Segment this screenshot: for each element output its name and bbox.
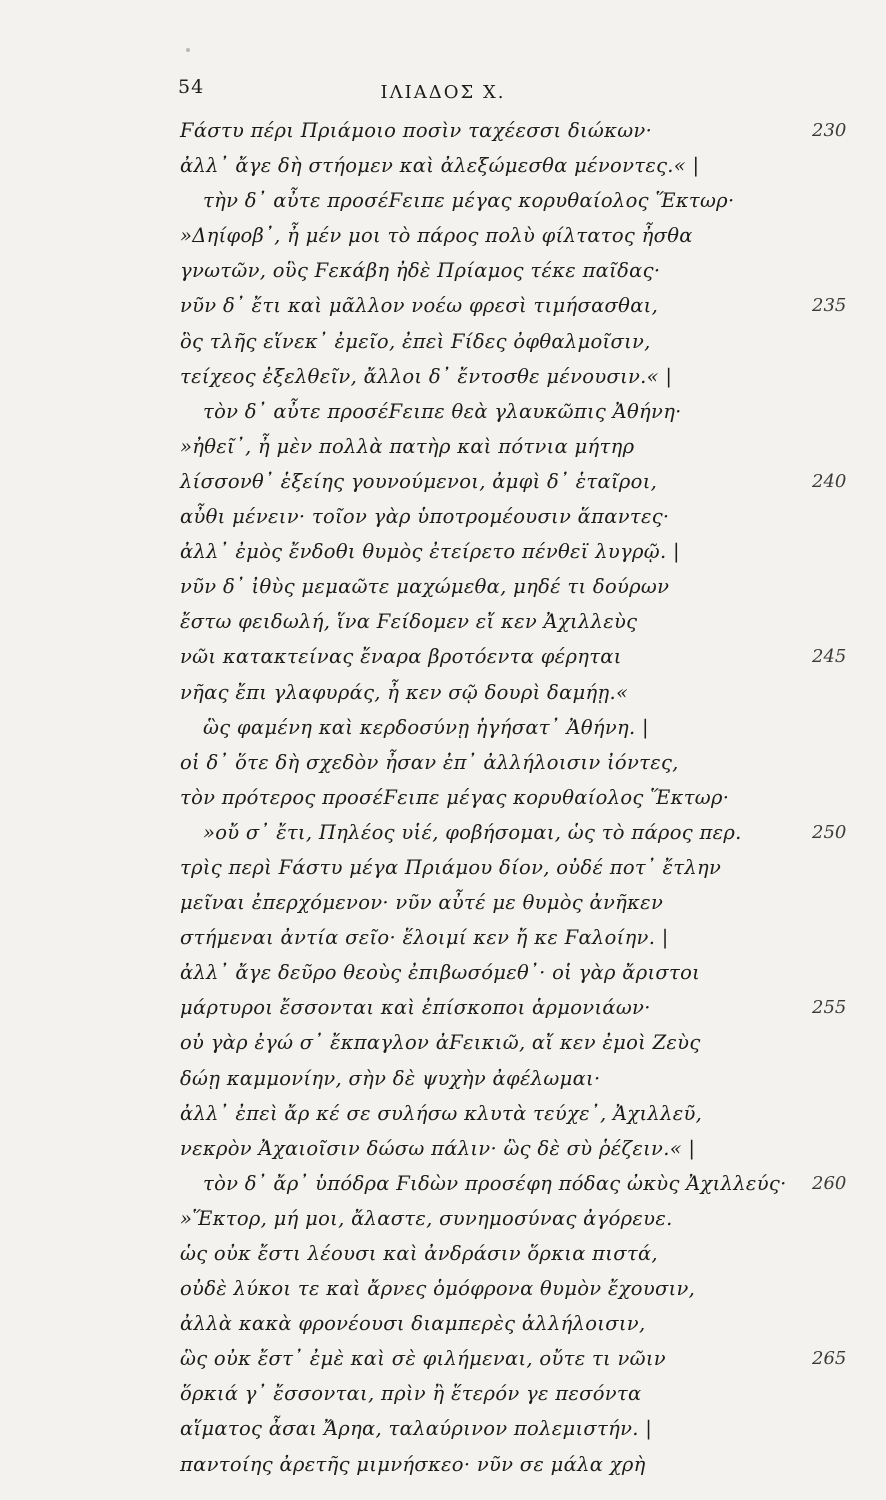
verse-line — [0, 955, 886, 990]
verse-text: αὖθι μένειν· τοῖον γὰρ ὑποτρομέουσιν ἅπαντες· — [180, 505, 670, 529]
verse-text: Ϝάστυ πέρι Πριάμοιο ποσὶν ταχέεσσι διώκων· — [180, 119, 653, 142]
verse-text: νῦν δ᾽ ἰθὺς μεμαῶτε μαχώμεθα, μηδέ τι δούρων — [180, 575, 670, 599]
verse-line — [0, 1201, 886, 1236]
verse-text: »οὔ σ᾽ ἔτι, Πηλέος υἱέ, φοβήσομαι, ὡς τὸ πάρος περ. — [203, 820, 742, 844]
verse-text: ἀλλ᾽ ἄγε δεῦρο θεοὺς ἐπιβωσόμεθ᾽· οἱ γὰρ ἄριστοι — [180, 961, 701, 985]
verse-text: νεκρὸν Ἀχαιοῖσιν δώσω πάλιν· ὣς δὲ σὺ ῥέζειν.« | — [180, 1136, 696, 1160]
verse-text: νῆας ἔπι γλαφυράς, ἦ κεν σῷ δουρὶ δαμήῃ.« — [180, 680, 629, 704]
verse-line — [0, 324, 886, 359]
verse-block — [0, 113, 886, 1482]
verse-text: οὐ γὰρ ἐγώ σ᾽ ἔκπαγλον ἀϜεικιῶ, αἴ κεν ἐμοὶ Ζεὺς — [180, 1031, 701, 1055]
verse-line — [0, 780, 886, 815]
verse-line — [0, 1061, 886, 1096]
page-header — [0, 76, 886, 106]
verse-line — [0, 920, 886, 955]
verse-text: τὴν δ᾽ αὖτε προσέϜειπε μέγας κορυθαίολος Ἕκτωρ· — [203, 189, 735, 213]
verse-text: οἱ δ᾽ ὅτε δὴ σχεδὸν ἦσαν ἐπ᾽ ἀλλήλοισιν ἰόντες, — [180, 750, 679, 774]
verse-line — [0, 499, 886, 534]
verse-line — [0, 534, 886, 569]
verse-line — [0, 1341, 886, 1376]
verse-text: στήμεναι ἀντία σεῖο· ἕλοιμί κεν ἤ κε Ϝαλοίην. | — [180, 926, 669, 950]
verse-text: ὡς οὐκ ἔστι λέουσι καὶ ἀνδράσιν ὅρκια πιστά, — [180, 1242, 658, 1265]
verse-line — [0, 218, 886, 253]
verse-text: τείχεος ἐξελθεῖν, ἄλλοι δ᾽ ἔντοσθε μένουσιν.« | — [180, 364, 673, 388]
line-number: 235 — [812, 295, 847, 317]
verse-line — [0, 1096, 886, 1131]
verse-text: ἀλλ᾽ ἐμὸς ἔνδοθι θυμὸς ἐτείρετο πένθεϊ λυγρῷ. | — [180, 540, 680, 564]
verse-text: τὸν πρότερος προσέϜειπε μέγας κορυθαίολος Ἕκτωρ· — [180, 785, 730, 809]
verse-line — [0, 745, 886, 780]
verse-text: τρὶς περὶ Ϝάστυ μέγα Πριάμου δίον, οὐδέ ποτ᾽ ἔτλην — [180, 855, 722, 879]
verse-line — [0, 604, 886, 639]
paper-speck — [186, 48, 190, 52]
verse-line — [0, 464, 886, 499]
line-number: 250 — [812, 821, 847, 843]
verse-line — [0, 675, 886, 710]
verse-text: αἵματος ἆσαι Ἄρηα, ταλαύρινον πολεμιστήν. | — [180, 1417, 653, 1441]
verse-line — [0, 183, 886, 218]
verse-text: τὸν δ᾽ ἄρ᾽ ὑπόδρα Ϝιδὼν προσέφη πόδας ὠκὺς Ἀχιλλεύς· — [203, 1171, 787, 1195]
verse-line — [0, 1411, 886, 1446]
verse-line — [0, 394, 886, 429]
line-number: 240 — [812, 470, 847, 492]
verse-text: δώῃ καμμονίην, σὴν δὲ ψυχὴν ἀφέλωμαι· — [180, 1066, 601, 1090]
verse-text: ὣς οὐκ ἔστ᾽ ἐμὲ καὶ σὲ φιλήμεναι, οὔτε τι νῶιν — [180, 1347, 666, 1371]
verse-text: τὸν δ᾽ αὖτε προσέϜειπε θεὰ γλαυκῶπις Ἀθήνη· — [203, 399, 682, 423]
verse-line — [0, 850, 886, 885]
verse-text: γνωτῶν, οὓς Ϝεκάβη ἠδὲ Πρίαμος τέκε παῖδας· — [180, 259, 661, 283]
verse-text: νῦν δ᾽ ἔτι καὶ μᾶλλον νοέω φρεσὶ τιμήσασθαι, — [180, 294, 659, 318]
verse-line — [0, 113, 886, 148]
verse-text: ἀλλ᾽ ἐπεὶ ἄρ κέ σε συλήσω κλυτὰ τεύχε᾽, Ἀχιλλεῦ, — [180, 1101, 703, 1125]
verse-line — [0, 1236, 886, 1271]
verse-line — [0, 1447, 886, 1482]
page-number: 54 — [178, 76, 205, 98]
verse-text: παντοίης ἀρετῆς μιμνήσκεο· νῦν σε μάλα χρὴ — [180, 1452, 646, 1476]
verse-line — [0, 253, 886, 288]
verse-text: ὃς τλῆς εἵνεκ᾽ ἐμεῖο, ἐπεὶ Ϝίδες ὀφθαλμοῖσιν, — [180, 329, 651, 353]
verse-line — [0, 569, 886, 604]
verse-text: »ἠθεῖ᾽, ἦ μὲν πολλὰ πατὴρ καὶ πότνια μήτηρ — [180, 434, 635, 458]
verse-line — [0, 710, 886, 745]
verse-text: μάρτυροι ἔσσονται καὶ ἐπίσκοποι ἁρμονιάων· — [180, 996, 651, 1020]
verse-text: νῶι κατακτείνας ἔναρα βροτόεντα φέρηται — [180, 645, 622, 669]
verse-text: ἀλλὰ κακὰ φρονέουσι διαμπερὲς ἀλλήλοισιν, — [180, 1312, 646, 1336]
verse-text: ἀλλ᾽ ἄγε δὴ στήομεν καὶ ἀλεξώμεσθα μένοντες.« | — [180, 154, 700, 178]
line-number: 260 — [812, 1172, 847, 1194]
verse-line — [0, 1306, 886, 1341]
verse-line — [0, 990, 886, 1025]
verse-text: »Ἕκτορ, μή μοι, ἄλαστε, συνημοσύνας ἀγόρευε. — [180, 1206, 673, 1230]
verse-line — [0, 815, 886, 850]
verse-line — [0, 1025, 886, 1060]
verse-text: λίσσονθ᾽ ἑξείης γουνούμενοι, ἀμφὶ δ᾽ ἑταῖροι, — [180, 469, 658, 493]
line-number: 255 — [812, 997, 847, 1019]
verse-text: μεῖναι ἐπερχόμενον· νῦν αὖτέ με θυμὸς ἀνῆκεν — [180, 891, 664, 915]
verse-line — [0, 429, 886, 464]
verse-text: οὐδὲ λύκοι τε καὶ ἄρνες ὁμόφρονα θυμὸν ἔχουσιν, — [180, 1277, 696, 1301]
verse-text: ὅρκιά γ᾽ ἔσσονται, πρὶν ἢ ἕτερόν γε πεσόντα — [180, 1382, 642, 1406]
verse-line — [0, 148, 886, 183]
verse-line — [0, 1166, 886, 1201]
verse-line — [0, 885, 886, 920]
verse-text: ἔστω φειδωλή, ἵνα Ϝείδομεν εἴ κεν Ἀχιλλεὺς — [180, 610, 638, 634]
verse-line — [0, 288, 886, 323]
verse-line — [0, 1131, 886, 1166]
verse-line — [0, 359, 886, 394]
verse-text: »Δηίφοβ᾽, ἦ μέν μοι τὸ πάρος πολὺ φίλτατος ἦσθα — [180, 224, 693, 248]
verse-line — [0, 1376, 886, 1411]
verse-line — [0, 639, 886, 674]
line-number: 230 — [812, 120, 847, 141]
verse-text: ὣς φαμένη καὶ κερδοσύνῃ ἡγήσατ᾽ Ἀθήνη. | — [203, 715, 649, 739]
line-number: 245 — [812, 646, 847, 668]
verse-line — [0, 1271, 886, 1306]
line-number: 265 — [812, 1348, 847, 1370]
running-title: ΙΛΙΑΔΟΣ Χ. — [380, 82, 506, 103]
